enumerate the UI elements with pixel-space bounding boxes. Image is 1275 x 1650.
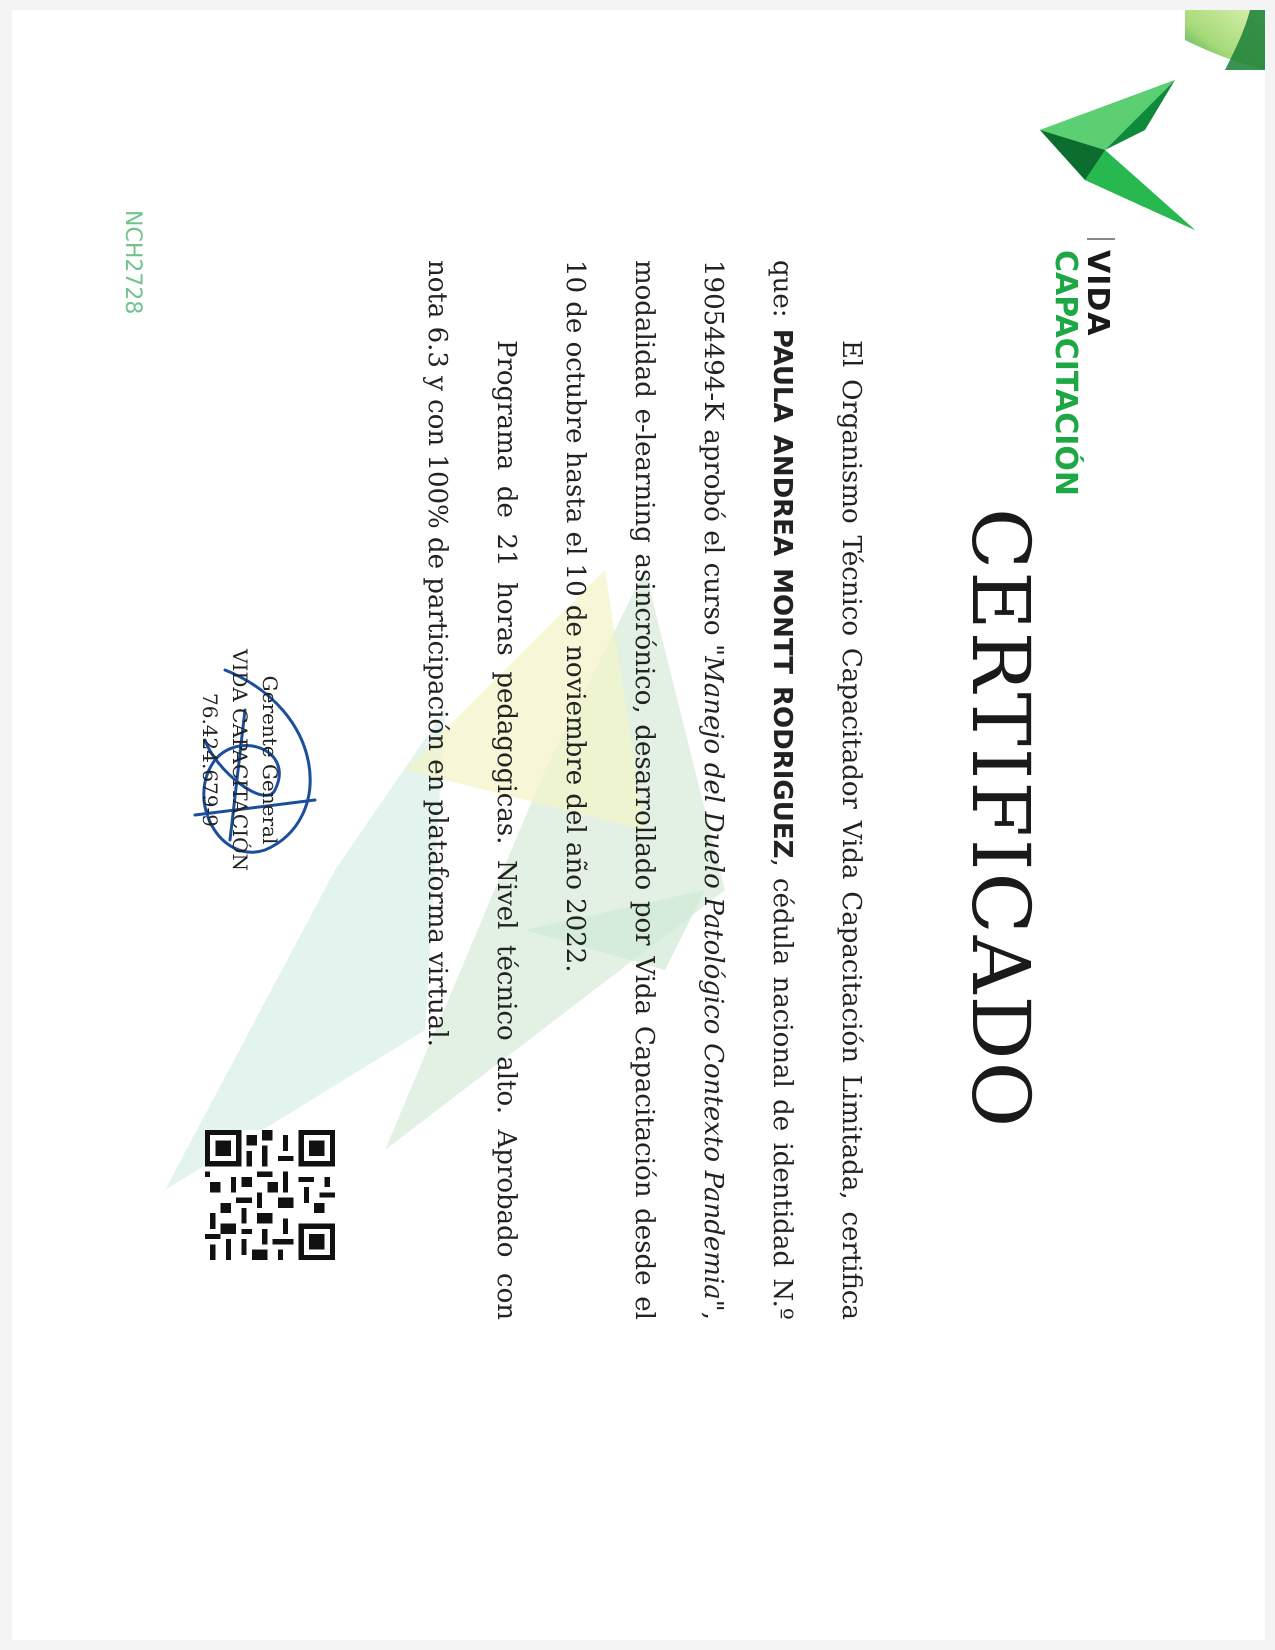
logo-line2: CAPACITACIÓN [1048, 250, 1084, 497]
signer-rut: 76.424.679-9 [198, 693, 222, 827]
signature-block [195, 640, 285, 880]
certificate-body [402, 260, 885, 1320]
recipient-name: PAULA ANDREA MONTT RODRIGUEZ [767, 328, 797, 859]
body-course-details: ", modalidad e-learning asincrónico, desarrollado por Vida Capacitación desde el 10 de octubre hasta el 10 de noviembre del año 2022. [560, 260, 728, 1320]
standard-code: NCH2728 [120, 210, 145, 315]
vida-logo-icon [1035, 70, 1205, 240]
body-id-text: , cédula nacional de identidad N.º 19054494-K aprobó el curso " [698, 260, 797, 1320]
qr-code-icon [205, 1130, 335, 1260]
body-paragraph-1 [540, 260, 885, 1320]
body-intro: El Organismo Técnico Capacitador Vida Capacitación Limitada, certifica que: [767, 260, 866, 1320]
logo-divider [1087, 238, 1115, 240]
certificate-page [12, 10, 1265, 1640]
certificate-title: CERTIFICADO [954, 508, 1047, 1130]
logo-line1: VIDA [1080, 250, 1115, 337]
certificate-canvas [12, 10, 1265, 1640]
course-name: Manejo del Duelo Patológico Contexto Pandemia [698, 656, 728, 1300]
signer-role: Gerente General [258, 675, 282, 845]
logo-text [1050, 250, 1113, 496]
body-paragraph-2: Programa de 21 horas pedagogicas. Nivel técnico alto. Aprobado con nota 6.3 y con 100% de participación en plataforma virtual. [422, 260, 521, 1320]
signer-org: VIDA CAPACITACIÓN [228, 649, 252, 871]
